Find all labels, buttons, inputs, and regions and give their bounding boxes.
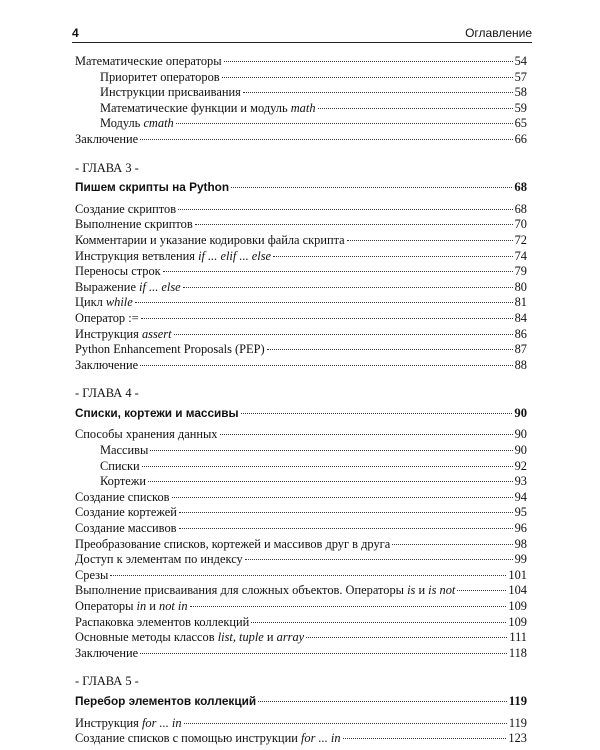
toc-entry[interactable] bbox=[75, 599, 527, 615]
entry-title: Кортежи bbox=[100, 474, 146, 489]
dot-leader bbox=[220, 434, 513, 435]
entry-title: Доступ к элементам по индексу bbox=[75, 552, 243, 567]
toc-entry[interactable] bbox=[75, 342, 527, 358]
dot-leader bbox=[140, 139, 512, 140]
entry-title: Выражение if ... else bbox=[75, 279, 181, 294]
dot-leader bbox=[224, 61, 513, 62]
dot-leader bbox=[184, 723, 507, 724]
entry-page-number: 84 bbox=[514, 310, 527, 325]
toc-entry[interactable] bbox=[75, 568, 527, 584]
entry-page-number: 57 bbox=[514, 69, 527, 84]
entry-title: Инструкция for ... in bbox=[75, 715, 182, 730]
dot-leader bbox=[135, 302, 513, 303]
dot-leader bbox=[140, 365, 512, 366]
entry-page-number: 93 bbox=[514, 474, 527, 489]
chapter-title-entry[interactable] bbox=[75, 180, 527, 196]
toc-subentry[interactable] bbox=[75, 116, 527, 132]
dot-leader bbox=[306, 637, 507, 638]
toc-entry[interactable] bbox=[75, 552, 527, 568]
dot-leader bbox=[141, 318, 513, 319]
chapter-label: - ГЛАВА 4 - bbox=[75, 386, 139, 401]
entry-title: Преобразование списков, кортежей и массивов друг в друга bbox=[75, 536, 391, 551]
toc-entry[interactable] bbox=[75, 537, 527, 553]
entry-title: Заключение bbox=[75, 357, 139, 372]
entry-page-number: 90 bbox=[514, 427, 527, 442]
chapter-page-number: 119 bbox=[508, 693, 527, 708]
entry-page-number: 92 bbox=[514, 458, 527, 473]
entry-page-number: 58 bbox=[514, 85, 527, 100]
dot-leader bbox=[150, 450, 512, 451]
dot-leader bbox=[110, 575, 506, 576]
chapter-page-number: 90 bbox=[514, 405, 527, 420]
entry-title: Python Enhancement Proposals (PEP) bbox=[75, 342, 265, 357]
entry-title: Списки bbox=[100, 458, 140, 473]
table-of-contents bbox=[75, 54, 527, 747]
dot-leader bbox=[190, 606, 507, 607]
entry-title: Выполнение присваивания для сложных объектов. Операторы is и is not bbox=[75, 583, 456, 598]
entry-page-number: 111 bbox=[509, 630, 527, 645]
entry-page-number: 70 bbox=[514, 217, 527, 232]
chapter-page-number: 68 bbox=[514, 180, 527, 195]
toc-entry[interactable] bbox=[75, 327, 527, 343]
entry-title: Создание кортежей bbox=[75, 505, 177, 520]
entry-page-number: 95 bbox=[514, 505, 527, 520]
dot-leader bbox=[273, 256, 513, 257]
dot-leader bbox=[318, 108, 513, 109]
entry-title: Операторы in и not in bbox=[75, 599, 188, 613]
dot-leader bbox=[176, 123, 513, 124]
dot-leader bbox=[195, 224, 513, 225]
entry-title: Срезы bbox=[75, 567, 109, 582]
toc-entry[interactable] bbox=[75, 490, 527, 506]
toc-entry[interactable] bbox=[75, 731, 527, 747]
entry-title: Создание списков с помощью инструкции for ... in bbox=[75, 731, 341, 746]
entry-title: Способы хранения данных bbox=[75, 427, 218, 442]
toc-entry[interactable] bbox=[75, 358, 527, 374]
dot-leader bbox=[457, 590, 506, 591]
dot-leader bbox=[347, 240, 513, 241]
entry-title: Создание массивов bbox=[75, 521, 177, 536]
entry-title: Инструкции присваивания bbox=[100, 85, 241, 100]
toc-subentry[interactable] bbox=[75, 85, 527, 101]
toc-entry[interactable] bbox=[75, 54, 527, 70]
dot-leader bbox=[179, 512, 513, 513]
entry-page-number: 90 bbox=[514, 443, 527, 458]
toc-entry[interactable] bbox=[75, 427, 527, 443]
entry-title: Оператор := bbox=[75, 310, 139, 325]
dot-leader bbox=[142, 466, 513, 467]
dot-leader bbox=[231, 187, 512, 188]
toc-entry[interactable] bbox=[75, 521, 527, 537]
dot-leader bbox=[172, 497, 513, 498]
entry-page-number: 66 bbox=[514, 131, 527, 146]
dot-leader bbox=[243, 92, 513, 93]
entry-title: Комментарии и указание кодировки файла скрипта bbox=[75, 232, 345, 247]
entry-title: Переносы строк bbox=[75, 264, 161, 279]
toc-entry[interactable] bbox=[75, 311, 527, 327]
toc-entry[interactable] bbox=[75, 615, 527, 631]
toc-entry[interactable] bbox=[75, 264, 527, 280]
toc-subentry[interactable] bbox=[75, 459, 527, 475]
toc-entry[interactable] bbox=[75, 217, 527, 233]
entry-page-number: 98 bbox=[514, 536, 527, 551]
running-title: Оглавление bbox=[465, 26, 532, 40]
entry-page-number: 104 bbox=[508, 583, 527, 598]
entry-page-number: 72 bbox=[514, 232, 527, 247]
entry-title: Основные методы классов list, tuple и array bbox=[75, 630, 305, 645]
entry-page-number: 81 bbox=[514, 295, 527, 310]
dot-leader bbox=[258, 701, 507, 702]
entry-page-number: 101 bbox=[508, 567, 527, 582]
toc-subentry[interactable] bbox=[75, 70, 527, 86]
entry-title: Массивы bbox=[100, 443, 149, 458]
dot-leader bbox=[183, 287, 513, 288]
chapter-title: Перебор элементов коллекций bbox=[75, 693, 257, 708]
entry-title: Математические функции и модуль math bbox=[100, 100, 316, 115]
page-number: 4 bbox=[72, 26, 79, 40]
dot-leader bbox=[179, 528, 513, 529]
toc-entry[interactable] bbox=[75, 295, 527, 311]
entry-title: Выполнение скриптов bbox=[75, 217, 193, 232]
entry-title: Создание скриптов bbox=[75, 201, 177, 216]
toc-entry[interactable] bbox=[75, 716, 527, 732]
entry-page-number: 79 bbox=[514, 264, 527, 279]
entry-title: Инструкция ветвления if ... elif ... else bbox=[75, 248, 272, 263]
toc-entry[interactable] bbox=[75, 646, 527, 662]
dot-leader bbox=[163, 271, 513, 272]
entry-title: Цикл while bbox=[75, 295, 133, 310]
entry-title: Математические операторы bbox=[75, 54, 222, 68]
entry-page-number: 109 bbox=[508, 614, 527, 629]
toc-entry[interactable] bbox=[75, 630, 527, 646]
entry-title: Заключение bbox=[75, 131, 139, 146]
toc-subentry[interactable] bbox=[75, 474, 527, 490]
toc-entry[interactable] bbox=[75, 233, 527, 249]
dot-leader bbox=[222, 77, 513, 78]
chapter-title-entry[interactable] bbox=[75, 406, 527, 422]
entry-page-number: 118 bbox=[508, 645, 527, 660]
entry-title: Распаковка элементов коллекций bbox=[75, 614, 250, 629]
toc-subentry[interactable] bbox=[75, 101, 527, 117]
entry-title: Модуль cmath bbox=[100, 116, 174, 131]
entry-page-number: 119 bbox=[508, 715, 527, 730]
entry-title: Приоритет операторов bbox=[100, 69, 220, 84]
toc-entry[interactable] bbox=[75, 132, 527, 148]
entry-title: Заключение bbox=[75, 645, 139, 660]
entry-page-number: 65 bbox=[514, 116, 527, 131]
running-header bbox=[72, 26, 532, 43]
toc-entry[interactable] bbox=[75, 280, 527, 296]
dot-leader bbox=[343, 738, 507, 739]
entry-page-number: 74 bbox=[514, 248, 527, 263]
toc-entry[interactable] bbox=[75, 505, 527, 521]
dot-leader bbox=[251, 622, 506, 623]
entry-page-number: 87 bbox=[514, 342, 527, 357]
chapter-label: - ГЛАВА 3 - bbox=[75, 160, 139, 175]
entry-page-number: 86 bbox=[514, 326, 527, 341]
toc-entry[interactable] bbox=[75, 583, 527, 599]
dot-leader bbox=[174, 334, 513, 335]
entry-title: Инструкция assert bbox=[75, 326, 172, 341]
dot-leader bbox=[392, 544, 512, 545]
dot-leader bbox=[148, 481, 513, 482]
entry-page-number: 94 bbox=[514, 489, 527, 504]
dot-leader bbox=[241, 413, 513, 414]
chapter-title: Списки, кортежи и массивы bbox=[75, 405, 239, 420]
entry-page-number: 99 bbox=[514, 552, 527, 567]
entry-page-number: 123 bbox=[508, 731, 527, 746]
entry-page-number: 68 bbox=[514, 201, 527, 216]
entry-title: Создание списков bbox=[75, 489, 170, 504]
chapter-label: - ГЛАВА 5 - bbox=[75, 674, 139, 689]
chapter-title-entry[interactable] bbox=[75, 694, 527, 710]
entry-page-number: 80 bbox=[514, 279, 527, 294]
toc-subentry[interactable] bbox=[75, 443, 527, 459]
chapter-title: Пишем скрипты на Python bbox=[75, 180, 230, 195]
entry-page-number: 59 bbox=[514, 100, 527, 115]
entry-page-number: 54 bbox=[514, 54, 527, 68]
dot-leader bbox=[267, 349, 513, 350]
entry-page-number: 96 bbox=[514, 521, 527, 536]
dot-leader bbox=[245, 559, 513, 560]
entry-page-number: 109 bbox=[508, 599, 527, 613]
dot-leader bbox=[140, 653, 507, 654]
entry-page-number: 88 bbox=[514, 357, 527, 372]
toc-entry[interactable] bbox=[75, 249, 527, 265]
toc-entry[interactable] bbox=[75, 202, 527, 218]
dot-leader bbox=[178, 209, 513, 210]
